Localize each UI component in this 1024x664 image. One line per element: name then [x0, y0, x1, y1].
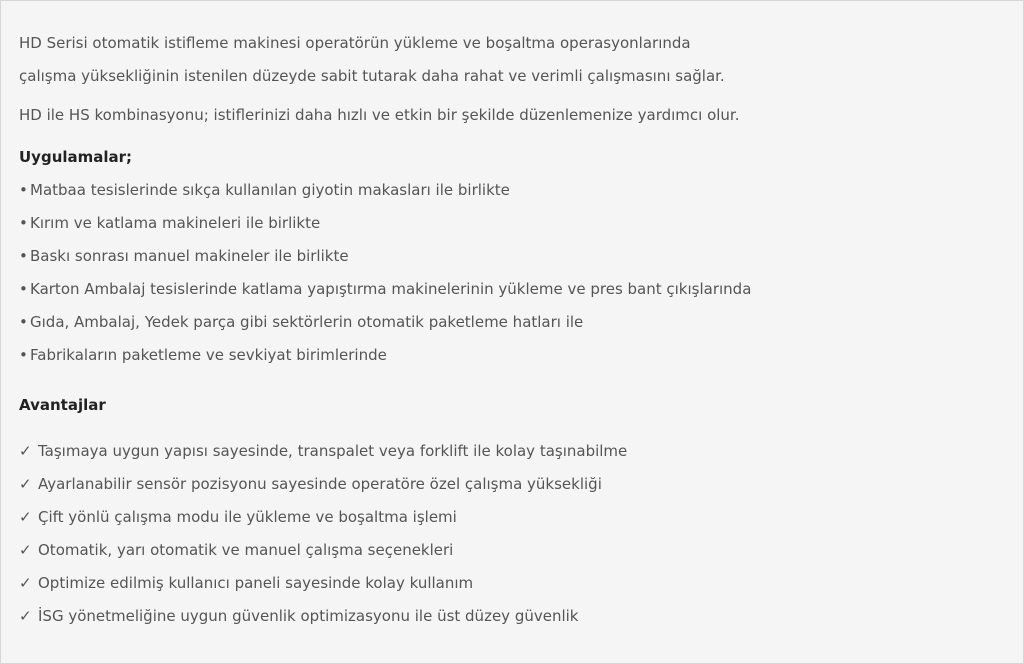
checkmark-icon: ✓ — [19, 574, 32, 592]
intro-paragraph-1-line-1: HD Serisi otomatik istifleme makinesi operatörün yükleme ve boşaltma operasyonlarında — [19, 34, 691, 52]
applications-list-item — [19, 240, 1009, 273]
advantages-heading: Avantajlar — [19, 396, 106, 414]
advantages-list-item — [19, 468, 1009, 501]
advantages-item-text: İSG yönetmeliğine uygun güvenlik optimizasyonu ile üst düzey güvenlik — [38, 607, 579, 625]
bullet-icon: • — [19, 214, 28, 232]
applications-list-item — [19, 273, 1009, 306]
product-description — [19, 27, 1009, 633]
advantages-list-item — [19, 534, 1009, 567]
intro-paragraph-1-line-2: çalışma yüksekliğinin istenilen düzeyde sabit tutarak daha rahat ve verimli çalışmasını sağlar. — [19, 67, 725, 85]
advantages-item-text: Taşımaya uygun yapısı sayesinde, transpalet veya forklift ile kolay taşınabilme — [38, 442, 628, 460]
advantages-item-text: Ayarlanabilir sensör pozisyonu sayesinde operatöre özel çalışma yüksekliği — [38, 475, 602, 493]
advantages-list-item — [19, 501, 1009, 534]
applications-list-item — [19, 339, 1009, 372]
applications-heading: Uygulamalar; — [19, 148, 133, 166]
applications-item-text: Fabrikaların paketleme ve sevkiyat birimlerinde — [30, 346, 387, 364]
bullet-icon: • — [19, 280, 28, 298]
applications-list — [19, 174, 1009, 372]
intro-paragraph-1 — [19, 27, 1009, 93]
applications-list-item — [19, 306, 1009, 339]
intro-paragraph-2: HD ile HS kombinasyonu; istiflerinizi daha hızlı ve etkin bir şekilde düzenlemenize yardımcı olur. — [19, 106, 740, 124]
advantages-list-item — [19, 600, 1009, 633]
bullet-icon: • — [19, 313, 28, 331]
checkmark-icon: ✓ — [19, 541, 32, 559]
applications-item-text: Baskı sonrası manuel makineler ile birlikte — [30, 247, 349, 265]
advantages-list — [19, 435, 1009, 633]
checkmark-icon: ✓ — [19, 442, 32, 460]
advantages-item-text: Otomatik, yarı otomatik ve manuel çalışma seçenekleri — [38, 541, 454, 559]
applications-item-text: Kırım ve katlama makineleri ile birlikte — [30, 214, 321, 232]
checkmark-icon: ✓ — [19, 508, 32, 526]
applications-list-item — [19, 174, 1009, 207]
bullet-icon: • — [19, 181, 28, 199]
advantages-list-item — [19, 435, 1009, 468]
advantages-item-text: Çift yönlü çalışma modu ile yükleme ve boşaltma işlemi — [38, 508, 457, 526]
applications-item-text: Gıda, Ambalaj, Yedek parça gibi sektörlerin otomatik paketleme hatları ile — [30, 313, 584, 331]
advantages-list-item — [19, 567, 1009, 600]
bullet-icon: • — [19, 346, 28, 364]
applications-list-item — [19, 207, 1009, 240]
applications-item-text: Karton Ambalaj tesislerinde katlama yapıştırma makinelerinin yükleme ve pres bant çıkışlarında — [30, 280, 752, 298]
applications-item-text: Matbaa tesislerinde sıkça kullanılan giyotin makasları ile birlikte — [30, 181, 510, 199]
advantages-item-text: Optimize edilmiş kullanıcı paneli sayesinde kolay kullanım — [38, 574, 474, 592]
bullet-icon: • — [19, 247, 28, 265]
checkmark-icon: ✓ — [19, 475, 32, 493]
checkmark-icon: ✓ — [19, 607, 32, 625]
